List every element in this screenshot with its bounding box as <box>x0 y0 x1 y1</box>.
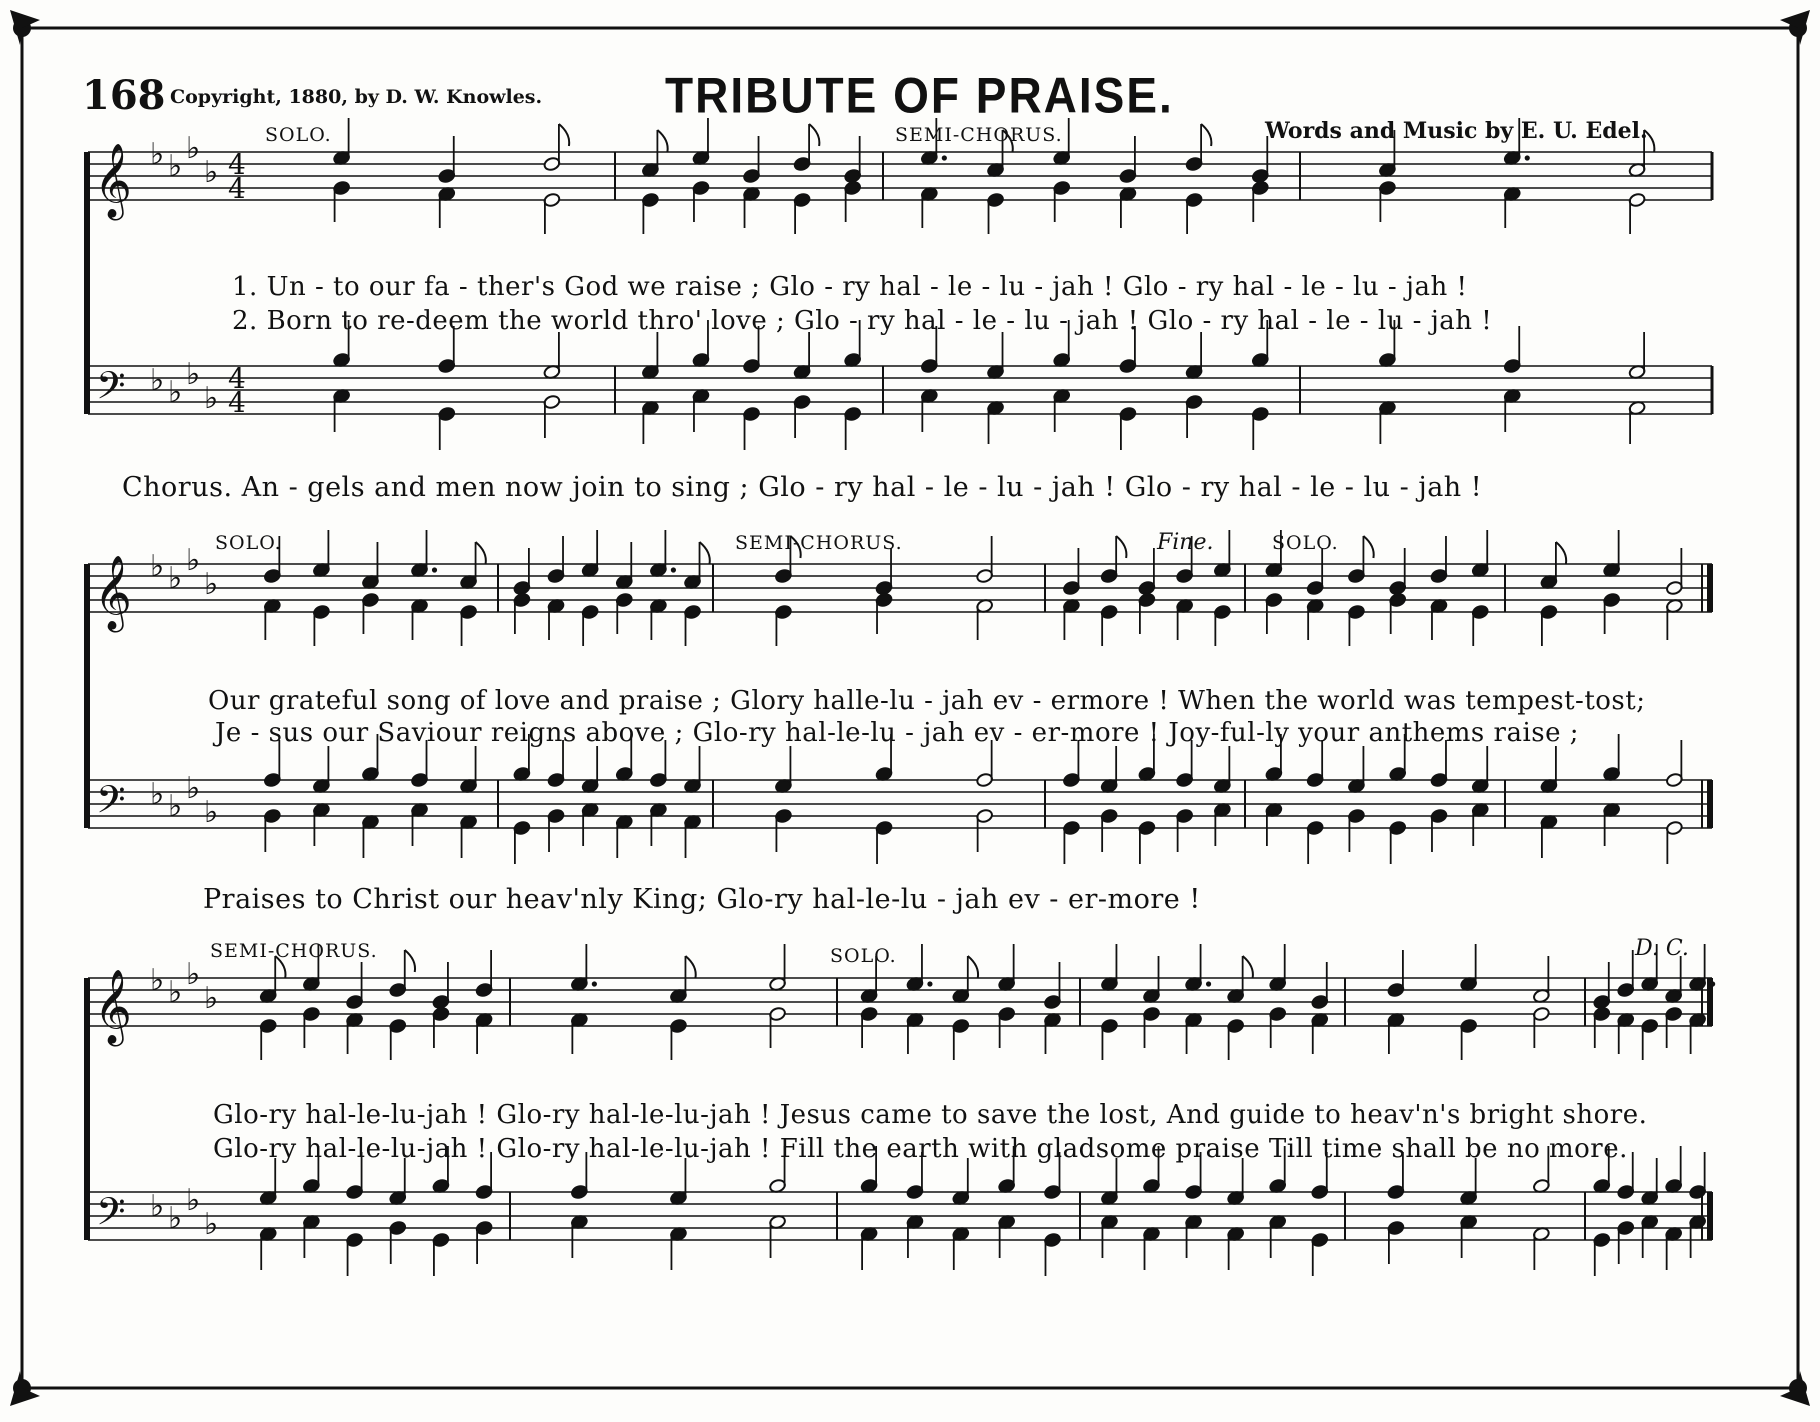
composer-credit: Words and Music by E. U. Edel. <box>1265 118 1648 144</box>
flat-icon: ♭ <box>168 561 183 596</box>
note-flag <box>476 542 486 564</box>
flat-icon: ♭ <box>150 963 165 998</box>
bass-clef-icon: 𝄢 <box>96 1189 126 1243</box>
dot <box>1206 981 1211 986</box>
note-flag <box>1556 542 1566 564</box>
hymn-title: TRIBUTE OF PRAISE. <box>665 66 1174 124</box>
flat-icon: ♭ <box>186 1183 201 1218</box>
lyrics-verse-2: Je - sus our Saviour reigns above ; Glo-ry hal-le-lu - jah ev - er-more ! Joy-ful-ly your anthems raise ; <box>215 718 1580 748</box>
dot <box>671 567 676 572</box>
note-flag <box>809 124 819 146</box>
flat-icon: ♭ <box>204 981 219 1016</box>
flat-icon: ♭ <box>186 131 201 166</box>
note-flag <box>1243 956 1253 978</box>
bass-clef-icon: 𝄢 <box>96 363 126 417</box>
note-flag <box>700 542 710 564</box>
note-flag <box>968 956 978 978</box>
treble-clef-icon: 𝄞 <box>94 144 132 218</box>
lyrics-verse-1: Our grateful song of love and praise ; Glory halle-lu - jah ev - ermore ! When the world was tempest-tost; <box>208 686 1646 716</box>
flat-icon: ♭ <box>186 771 201 806</box>
copyright-notice: Copyright, 1880, by D. W. Knowles. <box>170 86 543 108</box>
dot <box>942 155 947 160</box>
final-barline <box>1707 1192 1713 1240</box>
flat-icon: ♭ <box>204 795 219 830</box>
hymn-number: 168 <box>82 72 166 119</box>
flat-icon: ♭ <box>204 381 219 416</box>
final-barline <box>1707 564 1713 612</box>
dot <box>432 567 437 572</box>
solo-label: SOLO. <box>215 532 282 554</box>
note-flag <box>559 124 569 146</box>
flat-icon: ♭ <box>168 1201 183 1236</box>
lyrics-verse-1: 1. Un - to our fa - ther's God we raise ; Glo - ry hal - le - lu - jah ! Glo - ry hal - le - lu - jah ! <box>232 272 1468 302</box>
semi-chorus-label: SEMI-CHORUS. <box>735 532 903 554</box>
chorus-lyrics: Chorus. An - gels and men now join to sing ; Glo - ry hal - le - lu - jah ! Glo - ry hal - le - lu - jah ! <box>122 472 1483 503</box>
dot <box>1525 155 1530 160</box>
note-flag <box>1363 536 1373 558</box>
solo-label: SOLO. <box>265 124 332 146</box>
flat-icon: ♭ <box>168 975 183 1010</box>
time-signature-bottom: 4 <box>228 172 246 205</box>
flat-icon: ♭ <box>186 357 201 392</box>
treble-clef-icon: 𝄞 <box>94 556 132 630</box>
dot <box>1710 981 1715 986</box>
lyrics-verse-2: 2. Born to re-deem the world thro' love ; Glo - ry hal - le - lu - jah ! Glo - ry hal - le - lu - jah ! <box>232 306 1493 336</box>
flat-icon: ♭ <box>204 567 219 602</box>
flat-icon: ♭ <box>168 789 183 824</box>
flat-icon: ♭ <box>150 549 165 584</box>
flat-icon: ♭ <box>150 137 165 172</box>
flat-icon: ♭ <box>204 1207 219 1242</box>
solo-label: SOLO. <box>830 945 897 967</box>
flat-icon: ♭ <box>186 543 201 578</box>
note-flag <box>657 130 667 152</box>
flat-icon: ♭ <box>150 363 165 398</box>
time-signature-bottom: 4 <box>228 386 246 419</box>
bass-clef-icon: 𝄢 <box>96 777 126 831</box>
dot <box>592 981 597 986</box>
flat-icon: ♭ <box>150 777 165 812</box>
note-flag <box>1644 130 1654 152</box>
flat-icon: ♭ <box>168 375 183 410</box>
flat-icon: ♭ <box>150 1189 165 1224</box>
flat-icon: ♭ <box>168 149 183 184</box>
note-flag <box>1003 130 1013 152</box>
note-flag <box>405 950 415 972</box>
fine-marking: Fine. <box>1157 530 1214 555</box>
lyrics-verse-2: Glo-ry hal-le-lu-jah ! Glo-ry hal-le-lu-jah ! Fill the earth with gladsome praise Till time shall be no more. <box>213 1134 1628 1164</box>
chorus-lyrics: Praises to Christ our heav'nly King; Glo-ry hal-le-lu - jah ev - er-more ! <box>203 884 1201 915</box>
semi-chorus-label: SEMI-CHORUS. <box>895 124 1063 146</box>
note-flag <box>685 956 695 978</box>
dot <box>927 981 932 986</box>
note-flag <box>1201 124 1211 146</box>
time-signature-top: 4 <box>228 148 246 181</box>
time-signature-top: 4 <box>228 362 246 395</box>
note-flag <box>275 956 285 978</box>
final-barline <box>1707 780 1713 828</box>
semi-chorus-label: SEMI-CHORUS. <box>210 940 378 962</box>
solo-label: SOLO. <box>1272 532 1339 554</box>
lyrics-verse-1: Glo-ry hal-le-lu-jah ! Glo-ry hal-le-lu-jah ! Jesus came to save the lost, And guide to heav'n's bright shore. <box>213 1100 1648 1130</box>
note-flag <box>1116 536 1126 558</box>
flat-icon: ♭ <box>186 957 201 992</box>
da-capo-marking: D. C. <box>1635 936 1689 961</box>
flat-icon: ♭ <box>204 155 219 190</box>
treble-clef-icon: 𝄞 <box>94 970 132 1044</box>
note-flag <box>790 536 800 558</box>
